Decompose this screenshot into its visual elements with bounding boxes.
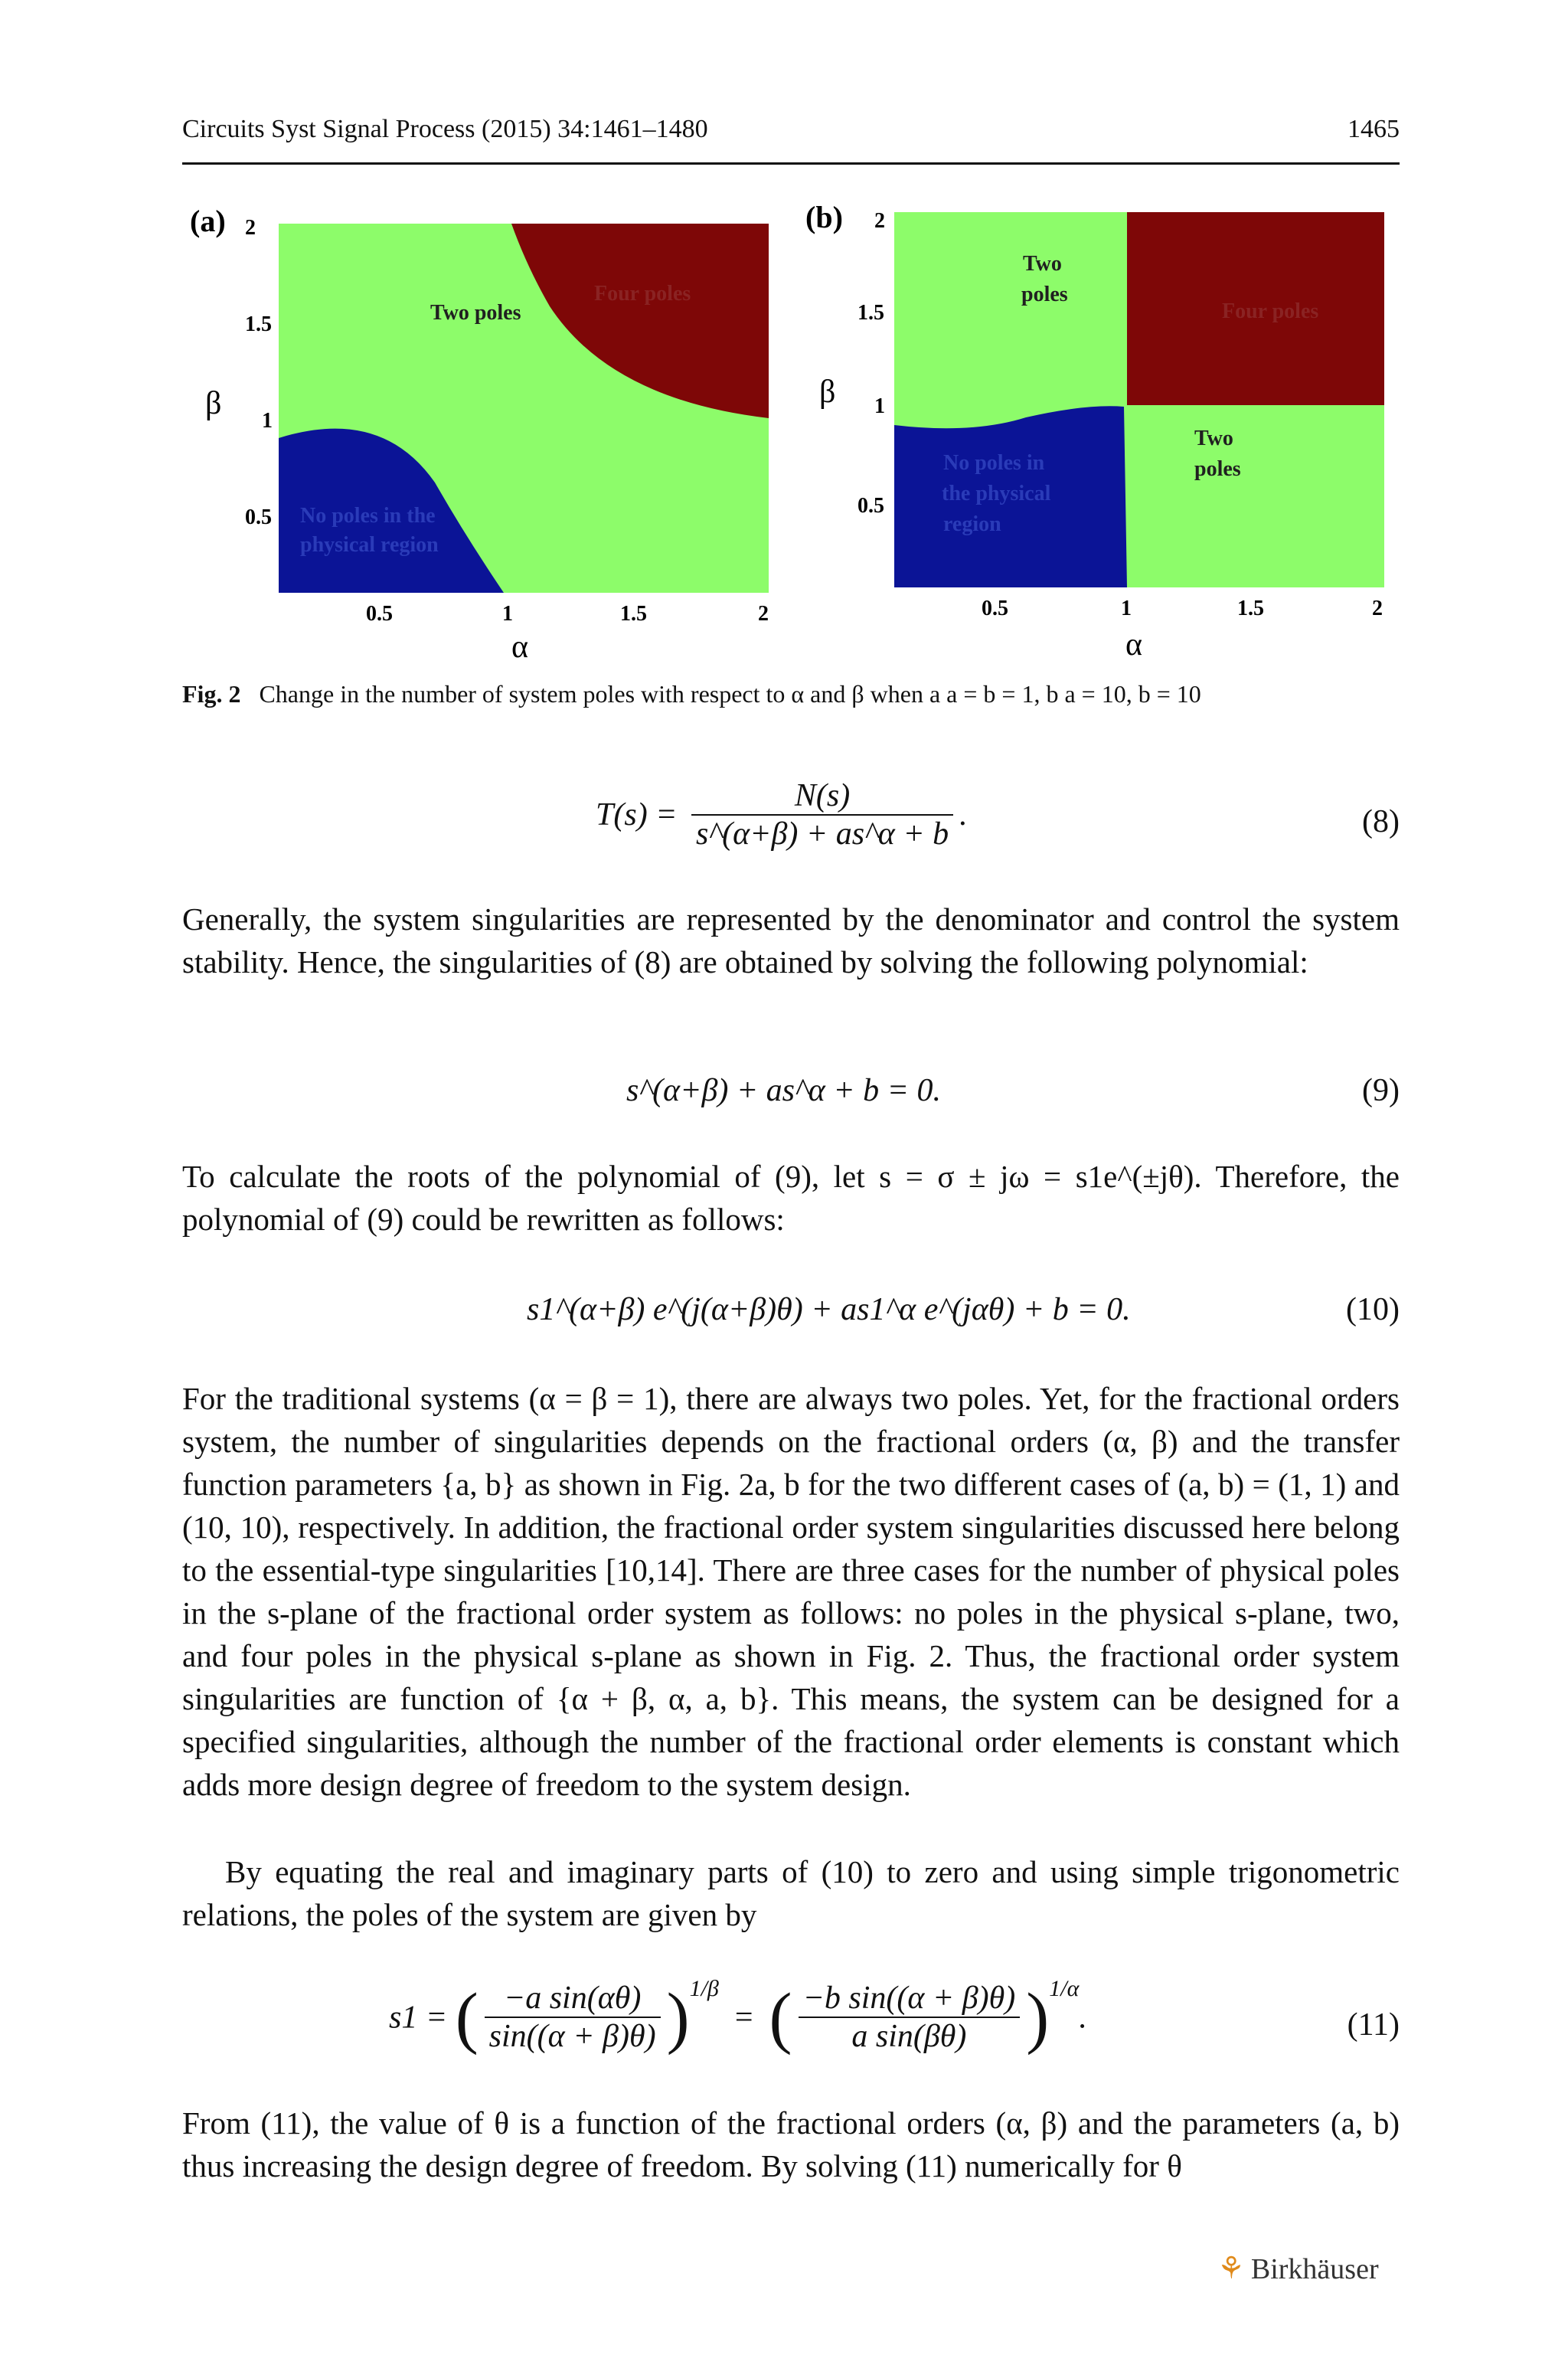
panel-b-ytick: 1.5 [858,301,884,325]
panel-a-ytick: 0.5 [245,505,272,529]
paragraph-4: By equating the real and imaginary parts of (10) to zero and using simple trigonometric relations, the poles of the system are given by [182,1854,1400,1932]
journal-citation: Circuits Syst Signal Process (2015) 34:1461–1480 [182,115,708,143]
figure-panel-a [182,199,787,674]
panel-a-xtick: 1 [502,602,513,626]
equation-8 [182,777,1400,869]
panel-a-label: (a) [190,204,226,238]
panel-b-two-poles-top-1: Two [1023,252,1062,276]
panel-b-x-axis-label: α [1125,627,1143,662]
equation-9 [182,1072,1400,1118]
equation-10 [182,1291,1400,1337]
panel-b-ytick: 2 [874,209,885,233]
eq9-body: s^(α+β) + as^α + b = 0. [626,1073,941,1108]
eq11-exponent-1: 1/β [689,1976,719,2001]
panel-b-two-poles-right-2: poles [1194,457,1241,481]
panel-a-y-axis-label: β [205,386,222,421]
eq8-lhs: T(s) = [596,797,678,832]
eq9-number: (9) [1362,1073,1400,1108]
eq10-body: s1^(α+β) e^(j(α+β)θ) + as1^α e^(jαθ) + b = 0. [527,1292,1131,1327]
figure-caption [182,680,1400,708]
publisher-logo [1217,2250,1379,2286]
eq8-number: (8) [1362,804,1400,839]
eq8-numerator: N(s) [691,777,953,816]
panel-a-xtick: 1.5 [620,602,647,626]
eq8-tail: . [959,797,968,832]
panel-b-xtick: 0.5 [982,597,1008,620]
panel-a-ytick: 2 [245,216,256,240]
figure-panel-b [796,195,1401,674]
panel-a-xtick: 2 [758,602,769,626]
panel-b-xtick: 1 [1121,597,1132,620]
eq10-number: (10) [1346,1292,1400,1327]
paragraph-2: To calculate the roots of the polynomial of (9), let s = σ ± jω = s1e^(±jθ). Therefore, the polynomial of (9) could be rewritten as follows: [182,1159,1400,1237]
eq11-exponent-2: 1/α [1049,1976,1080,2001]
figure-caption-text: Change in the number of system poles with respect to α and β when a a = b = 1, b a = 10, b = 10 [259,680,1201,708]
panel-a-ytick: 1 [262,409,273,433]
panel-a-no-poles-label-2: physical region [300,533,439,557]
panel-b-no-poles-label-1: No poles in [943,451,1045,475]
panel-a-no-poles-label-1: No poles in the [300,504,436,528]
page-number: 1465 [1348,115,1400,143]
panel-a-xtick: 0.5 [366,602,393,626]
figure-caption-label: Fig. 2 [182,680,241,708]
panel-a-two-poles-label: Two poles [430,301,521,325]
eq11-numerator-2: −b sin((α + β)θ) [799,1980,1021,2018]
panel-b-no-poles-label-3: region [943,512,1001,536]
panel-a-x-axis-label: α [511,630,529,665]
paragraph-5: From (11), the value of θ is a function of the fractional orders (α, β) and the parameters (a, b) thus increasing the design degree of freedom. By solving (11) numerically for θ [182,2105,1400,2183]
equation-11: s1 = ( $\frac{\text{−a sin(αθ)}}{\sin((\alpha + \beta)\theta)}$ )$^{1/\beta}$ = ( $\frac{\text{−b sin((α + β)θ)}}{\text{a sin(βθ)}}$ )$^{1/\alpha}$. (11) [389,1976,1400,2056]
birkhauser-logo-icon: ⚘ [1217,2251,1245,2285]
panel-b-no-poles-label-2: the physical [942,482,1051,505]
panel-a-four-poles-label: Four poles [594,282,691,306]
header-rule [182,162,1400,165]
panel-b-four-poles-label: Four poles [1222,299,1319,323]
running-header [182,115,1400,153]
panel-b-two-poles-right-1: Two [1194,427,1233,450]
eq11-denominator-2: a sin(βθ) [851,2019,967,2055]
paragraph-3: For the traditional systems (α = β = 1), there are always two poles. Yet, for the fractional orders system, the number of singularities depends on the fractional orders (α, β) and the transfer function parameters {a, b} as shown in Fig. 2a, b for the two different cases of (a, b) = (1, 1) and (10, 10), respectively. In addition, the fractional order system singularities discussed here belong to the essential-type singularities [10,14]. There are three cases for the number of physical poles in the s-plane of the fractional order system as follows: no poles in the physical s-plane, two, and four poles in the physical s-plane as shown in Fig. 2. Thus, the fractional order system singularities are function of {α + β, α, a, b}. This means, the system can be designed for a specified singularities, although the number of the fractional order elements is constant which adds more design degree of freedom to the system design. [182,1381,1400,1802]
panel-b-plot [796,195,1401,674]
eq8-denominator: s^(α+β) + as^α + b [696,816,949,852]
panel-b-ytick: 1 [874,394,885,418]
panel-b-label: (b) [805,200,843,234]
eq11-lhs: s1 = [389,2000,448,2036]
paragraph-1: Generally, the system singularities are represented by the denominator and control the system stability. Hence, the singularities of (8) are obtained by solving the following polynomial: [182,901,1400,980]
publisher-name: Birkhäuser [1250,2253,1379,2285]
eq11-denominator-1: sin((α + β)θ) [488,2019,656,2055]
panel-a-plot [182,199,787,674]
panel-b-two-poles-top-2: poles [1021,283,1068,306]
eq11-numerator-1: −a sin(αθ) [485,1980,661,2018]
panel-b-ytick: 0.5 [858,494,884,518]
panel-b-xtick: 1.5 [1237,597,1264,620]
eq11-number: (11) [1347,2007,1400,2043]
panel-b-y-axis-label: β [819,375,836,410]
panel-b-xtick: 2 [1372,597,1383,620]
panel-a-ytick: 1.5 [245,312,272,336]
